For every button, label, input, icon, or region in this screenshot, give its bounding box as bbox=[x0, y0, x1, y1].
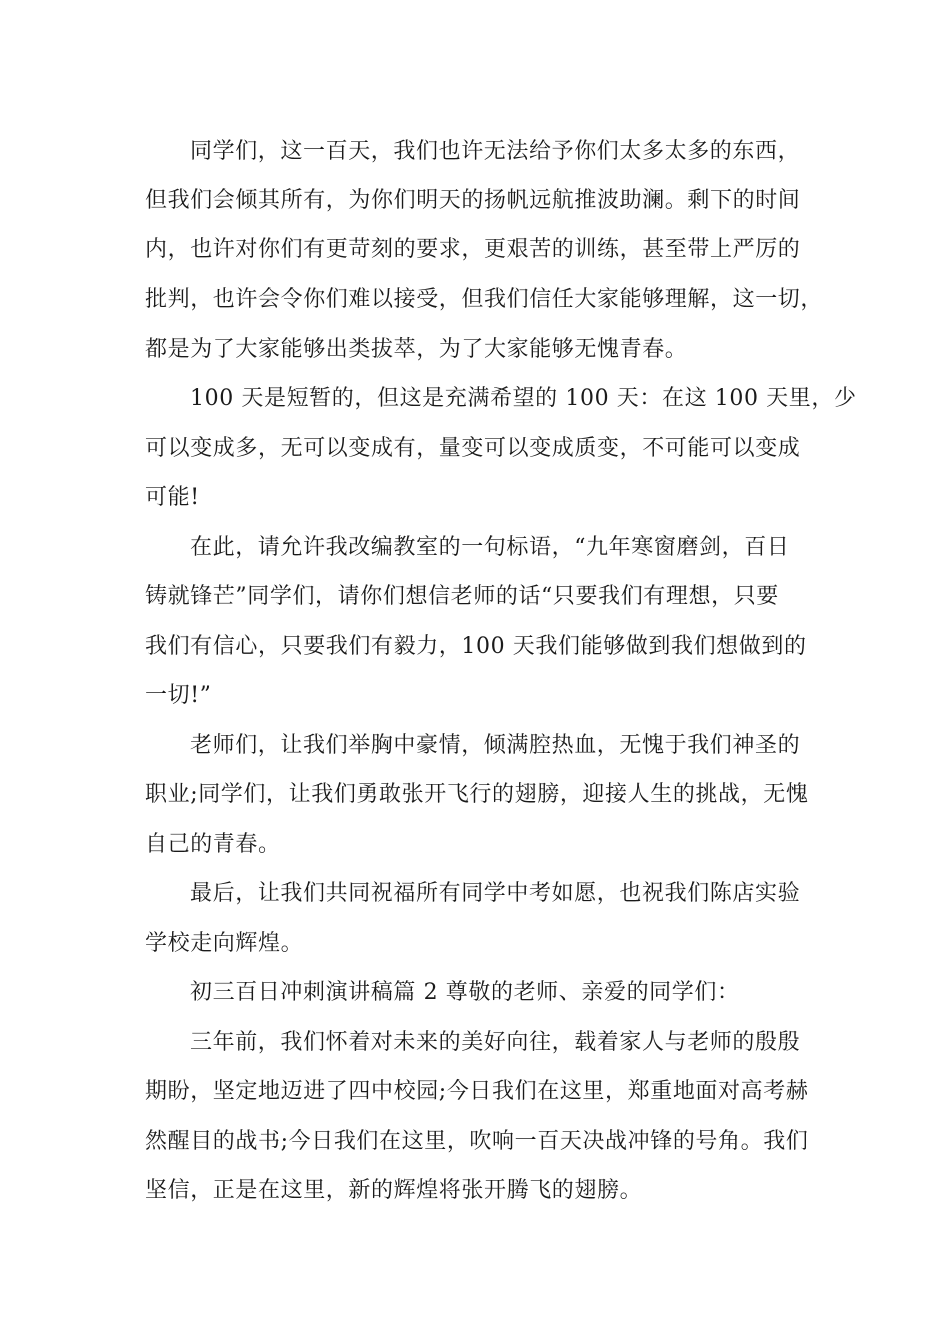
paragraph-1-line-3: 内，也许对你们有更苛刻的要求，更艰苦的训练，甚至带上严厉的 bbox=[145, 237, 801, 262]
paragraph-4-line-2: 职业;同学们，让我们勇敢张开飞行的翅膀，迎接人生的挑战，无愧 bbox=[145, 782, 809, 807]
paragraph-3-line-1: 在此，请允许我改编教室的一句标语，“九年寒窗磨剑，百日 bbox=[190, 535, 790, 560]
paragraph-2-line-2: 可以变成多，无可以变成有，量变可以变成质变，不可能可以变成 bbox=[145, 436, 801, 461]
paragraph-1-line-5: 都是为了大家能够出类拔萃，为了大家能够无愧青春。 bbox=[145, 337, 688, 362]
paragraph-1-line-1: 同学们，这一百天，我们也许无法给予你们太多太多的东西， bbox=[190, 139, 801, 164]
section-heading: 初三百日冲刺演讲稿篇 2 尊敬的老师、亲爱的同学们： bbox=[190, 980, 740, 1005]
paragraph-2-line-3: 可能! bbox=[145, 485, 200, 510]
paragraph-7-line-1: 三年前，我们怀着对未来的美好向往，载着家人与老师的殷殷 bbox=[190, 1030, 801, 1055]
paragraph-7-line-4: 坚信，正是在这里，新的辉煌将张开腾飞的翅膀。 bbox=[145, 1178, 643, 1203]
paragraph-4-line-1: 老师们，让我们举胸中豪情，倾满腔热血，无愧于我们神圣的 bbox=[190, 733, 801, 758]
paragraph-1-line-2: 但我们会倾其所有，为你们明天的扬帆远航推波助澜。剩下的时间 bbox=[145, 188, 801, 213]
paragraph-5-line-2: 学校走向辉煌。 bbox=[145, 931, 304, 956]
paragraph-7-line-3: 然醒目的战书;今日我们在这里，吹响一百天决战冲锋的号角。我们 bbox=[145, 1129, 809, 1154]
paragraph-3-line-2: 铸就锋芒”同学们，请你们想信老师的话“只要我们有理想，只要 bbox=[145, 584, 779, 609]
paragraph-1-line-4: 批判，也许会令你们难以接受，但我们信任大家能够理解，这一切， bbox=[145, 287, 824, 312]
paragraph-2-line-1: 100 天是短暂的，但这是充满希望的 100 天：在这 100 天里，少 bbox=[190, 386, 857, 411]
paragraph-3-line-4: 一切!” bbox=[145, 683, 212, 708]
paragraph-4-line-3: 自己的青春。 bbox=[145, 832, 281, 857]
paragraph-5-line-1: 最后，让我们共同祝福所有同学中考如愿，也祝我们陈店实验 bbox=[190, 881, 801, 906]
paragraph-7-line-2: 期盼，坚定地迈进了四中校园;今日我们在这里，郑重地面对高考赫 bbox=[145, 1079, 809, 1104]
paragraph-3-line-3: 我们有信心，只要我们有毅力，100 天我们能够做到我们想做到的 bbox=[145, 634, 807, 659]
